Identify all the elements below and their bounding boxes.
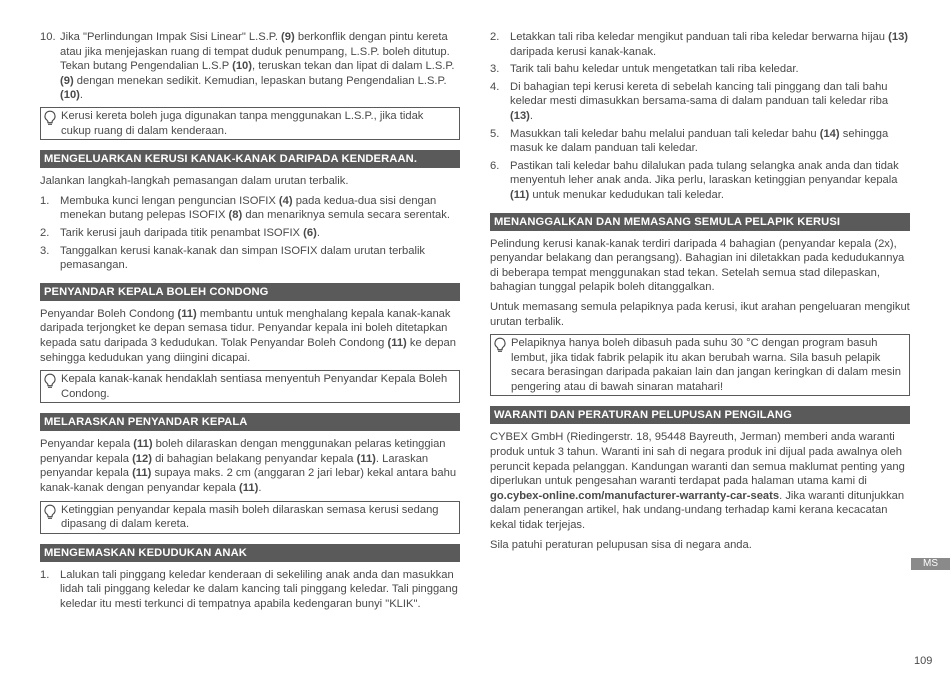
- list-item: 3. Tarik tali bahu keledar untuk mengetatkan tali riba keledar.: [490, 63, 799, 76]
- list-item: 1. Lalukan tali pinggang keledar kenderaan di sekeliling anak anda dan masukkan lidah tali pinggang keledar ke dalam kancing tali pinggang keledar. Tali pinggang keledar itu mesti terkunci di tempatnya apabila kedengaran bunyi "KLIK".: [40, 568, 458, 611]
- list-item: 2. Tarik kerusi jauh daripada titik penambat ISOFIX (6).: [40, 226, 320, 239]
- section-header: MENANGGALKAN DAN MEMASANG SEMULA PELAPIK KERUSI: [490, 213, 910, 231]
- note-box: Kepala kanak-kanak hendaklah sentiasa menyentuh Penyandar Kepala Boleh Condong.: [40, 370, 460, 403]
- lightbulb-icon: [493, 336, 511, 394]
- left-column: [40, 30, 460, 615]
- paragraph: Pelindung kerusi kanak-kanak terdiri daripada 4 bahagian (penyandar kepala (2x), penyandar belakang dan perangsang). Bahagian ini diletakkan pada kedudukannya di beberapa tempat menggunakan stad tekan. Setelah semua stad dilepaskan, bahagian tunggal pelapik boleh ditanggalkan.: [490, 237, 905, 294]
- note-box: Kerusi kereta boleh juga digunakan tanpa menggunakan L.S.P., jika tidak cukup ruang di dalam kenderaan.: [40, 107, 460, 140]
- section-header: PENYANDAR KEPALA BOLEH CONDONG: [40, 283, 460, 301]
- list-item: 4. Di bahagian tepi kerusi kereta di sebelah kancing tali pinggang dan tali bahu keledar mesti dimasukkan bersama-sama di dalam panduan tali keledar riba (13).: [490, 80, 889, 122]
- section-header: MENGEMASKAN KEDUDUKAN ANAK: [40, 544, 460, 562]
- list-item: 6. Pastikan tali keledar bahu dilalukan pada tulang selangka anak anda dan tidak menyentuh leher anak anda. Jika perlu, laraskan ketinggian penyandar kepala (11) untuk menukar kedudukan tali keledar.: [490, 159, 899, 201]
- list-item: 1. Membuka kunci lengan penguncian ISOFIX (4) pada kedua-dua sisi dengan menekan butang pelepas ISOFIX (8) dan menariknya semula secara serentak.: [40, 194, 450, 222]
- lightbulb-icon: [43, 372, 61, 401]
- section-header: WARANTI DAN PERATURAN PELUPUSAN PENGILANG: [490, 406, 910, 424]
- section-header: MENGELUARKAN KERUSI KANAK-KANAK DARIPADA KENDERAAN.: [40, 150, 460, 168]
- note-box: Pelapiknya hanya boleh dibasuh pada suhu 30 °C dengan program basuh lembut, jika tidak fabrik pelapik itu akan berubah warna. Sila basuh pelapik secara berasingan daripada pakaian lain dan jangan keringkan di dalam mesin pengering atau di bawah sinaran matahari!: [490, 334, 910, 396]
- paragraph: Untuk memasang semula pelapiknya pada kerusi, ikut arahan pengeluaran mengikut urutan terbalik.: [490, 300, 910, 328]
- paragraph: Jalankan langkah-langkah pemasangan dalam urutan terbalik.: [40, 175, 349, 188]
- section-header: MELARASKAN PENYANDAR KEPALA: [40, 413, 460, 431]
- list-item: 5. Masukkan tali keledar bahu melalui panduan tali keledar bahu (14) sehingga masuk ke dalam panduan tali keledar.: [490, 127, 889, 155]
- list-item: 2. Letakkan tali riba keledar mengikut panduan tali riba keledar berwarna hijau (13) daripada kerusi kanak-kanak.: [490, 31, 909, 58]
- paragraph: CYBEX GmbH (Riedingerstr. 18, 95448 Bayreuth, Jerman) memberi anda waranti produk untuk 3 tahun. Waranti ini sah di negara produk ini dijual pada awalnya oleh peruncit kepada pelanggan. Kandungan waranti dan semua maklumat penting yang diperlukan untuk pengesahan waranti terdapat pada halaman utama kami di go.cybex-online.com/manufacturer-warranty-car-seats. Jika waranti ditunjukkan dalam penerangan artikel, hak undang-undang terhadap kami kerana kecacatan kekal tidak terjejas.: [490, 431, 905, 532]
- lightbulb-icon: [43, 109, 61, 138]
- paragraph: Penyandar Boleh Condong (11) membantu untuk menghalang kepala kanak-kanak daripada terjongket ke depan semasa tidur. Penyandar kepala ini boleh ditetapkan kepada satu daripada 3 kedudukan. Tolak Penyandar Boleh Condong (11) ke depan sehingga kedudukan yang diingini dicapai.: [40, 307, 456, 364]
- page-number: 109: [914, 655, 933, 667]
- language-tab: MS: [911, 558, 950, 570]
- list-item-10: 10. Jika "Perlindungan Impak Sisi Linear" L.S.P. (9) berkonflik dengan pintu kereta atau jika menjejaskan ruang di tempat duduk penumpang, L.S.P. boleh ditutup. Tekan butang Pengendalian L.S.P (10), teruskan tekan dan lipat di dalam L.S.P. (9) dengan menekan sedikit. Kemudian, lepaskan butang Pengendalian L.S.P. (10).: [40, 31, 455, 102]
- list-item: 3. Tanggalkan kerusi kanak-kanak dan simpan ISOFIX dalam urutan terbalik pemasangan.: [40, 244, 426, 272]
- paragraph: Sila patuhi peraturan pelupusan sisa di negara anda.: [490, 538, 752, 551]
- paragraph: Penyandar kepala (11) boleh dilaraskan dengan menggunakan pelaras ketinggian penyandar kepala (12) di bahagian belakang penyandar kepala (11). Laraskan penyandar kepala (11) supaya maks. 2 cm (anggaran 2 jari lebar) kekal antara bahu kanak-kanak dengan penyandar kepala (11).: [40, 438, 457, 495]
- lightbulb-icon: [43, 503, 61, 532]
- right-column: [490, 30, 910, 557]
- warranty-link[interactable]: go.cybex-online.com/manufacturer-warranty-car-seats: [490, 489, 780, 502]
- note-box: Ketinggian penyandar kepala masih boleh dilaraskan semasa kerusi sedang dipasang di dalam kereta.: [40, 501, 460, 534]
